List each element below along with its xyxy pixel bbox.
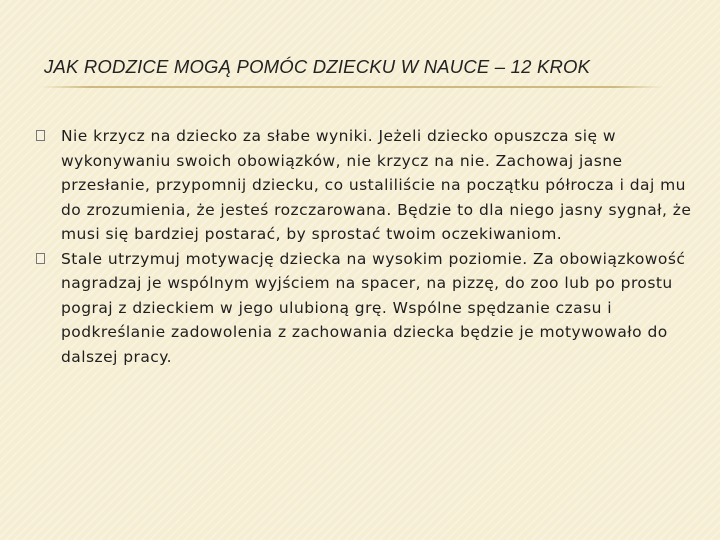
- list-item: [36, 124, 706, 247]
- bullet-text: Nie krzycz na dziecko za słabe wyniki. Jeżeli dziecko opuszcza się w wykonywaniu swoich obowiązków, nie krzycz na nie. Zachowaj jasne przesłanie, przypomnij dziecku, co ustaliliście na początku półrocza i daj mu do zrozumienia, że jesteś rozczarowana. Będzie to dla niego jasny sygnał, że musi się bardziej postarać, by sprostać twoim oczekiwaniom.: [61, 127, 692, 243]
- square-bullet-icon: [36, 130, 45, 141]
- slide-title: JAK RODZICE MOGĄ POMÓC DZIECKU W NAUCE – 12 KROK: [44, 56, 591, 77]
- list-item: [36, 247, 706, 370]
- bullet-text: Stale utrzymuj motywację dziecka na wysokim poziomie. Za obowiązkowość nagradzaj je wspólnym wyjściem na spacer, na pizzę, do zoo lub po prostu pograj z dzieckiem w jego ulubioną grę. Wspólne spędzanie czasu i podkreślanie zadowolenia z zachowania dziecka będzie je motywowało do dalszej pracy.: [61, 249, 686, 366]
- square-bullet-icon: [36, 253, 45, 264]
- title-divider: [40, 86, 664, 88]
- bullet-list: [36, 124, 706, 369]
